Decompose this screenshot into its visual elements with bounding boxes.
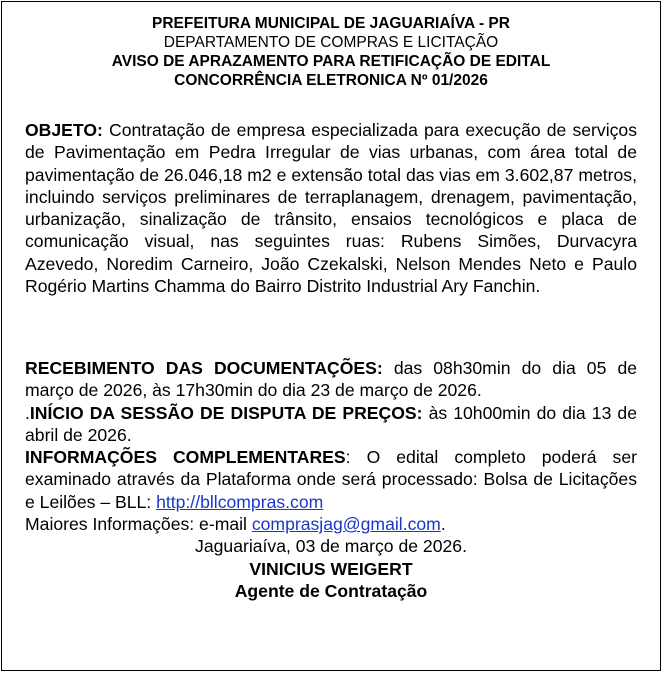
inicio-prefix: . xyxy=(25,402,30,423)
objeto-label: OBJETO: xyxy=(25,120,103,140)
bll-link[interactable]: http://bllcompras.com xyxy=(156,491,324,512)
recebimento-text: das 08h30min do dia 05 de março de 2026, às 17h30min do dia 23 de março de 2026. xyxy=(25,358,638,401)
contact-text: Maiores Informações: e-mail xyxy=(25,514,252,535)
notice-frame xyxy=(1,1,661,671)
inicio-paragraph xyxy=(25,402,637,447)
signatory-role: Agente de Contratação xyxy=(234,580,428,601)
inicio-label: INÍCIO DA SESSÃO DE DISPUTA DE PREÇOS: xyxy=(29,402,423,423)
info-text: : O edital completo poderá ser examinado através da Plataforma onde será processado: Bolsa de Licitações e Leilões – BLL: xyxy=(25,447,637,512)
signatory-name: VINICIUS WEIGERT xyxy=(249,558,413,579)
notice-title: AVISO DE APRAZAMENTO PARA RETIFICAÇÃO DE EDITAL xyxy=(111,53,551,70)
email-link[interactable]: comprasjag@gmail.com xyxy=(251,514,441,535)
notice-header xyxy=(2,14,660,90)
recebimento-label: RECEBIMENTO DAS DOCUMENTAÇÕES: xyxy=(25,358,383,378)
place-date: Jaguariaíva, 03 de março de 2026. xyxy=(195,536,467,557)
municipality-title: PREFEITURA MUNICIPAL DE JAGUARIAÍVA - PR xyxy=(152,15,510,32)
recebimento-paragraph xyxy=(25,357,637,402)
schedule-section xyxy=(25,357,637,602)
contact-paragraph xyxy=(25,513,637,535)
objeto-paragraph xyxy=(25,119,637,297)
department-title: DEPARTAMENTO DE COMPRAS E LICITAÇÃO xyxy=(163,34,499,51)
contact-suffix: . xyxy=(440,514,446,535)
info-label: INFORMAÇÕES COMPLEMENTARES xyxy=(25,447,346,468)
objeto-text: Contratação de empresa especializada para execução de serviços de Pavimentação em Pedra Irregular de vias urbanas, com área total de pavimentação de 26.046,18 m2 e extensão total das vias em 3.602,87 metros, incluindo serviços preliminares de terraplanagem, drenagem, pavimentação, urbanização, sinalização de trânsito, ensaios tecnológicos e placa de comunicação visual, nas seguintes ruas: Rubens Simões, Durvacyra Azevedo, Noredim Carneiro, João Czekalski, Nelson Mendes Neto e Paulo Rogério Martins Chamma do Bairro Distrito Industrial Ary Fanchin. xyxy=(25,120,637,297)
inicio-text: às 10h00min do dia 13 de abril de 2026. xyxy=(25,402,637,445)
competition-title: CONCORRÊNCIA ELETRONICA Nº 01/2026 xyxy=(174,72,488,89)
objeto-section xyxy=(25,119,637,297)
info-paragraph xyxy=(25,446,637,513)
